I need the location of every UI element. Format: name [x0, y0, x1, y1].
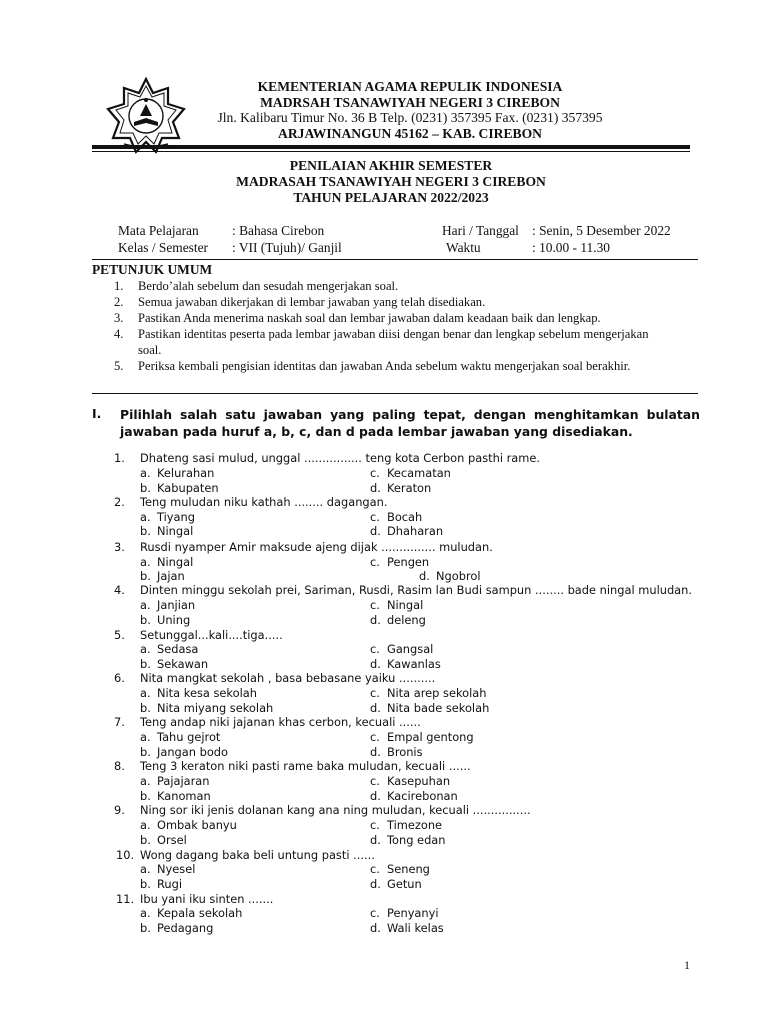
option-letter-a: a. [140, 818, 151, 832]
option-c: Empal gentong [387, 730, 474, 744]
question-number: 2. [114, 495, 125, 509]
option-letter-c: c. [370, 774, 380, 788]
option-letter-a: a. [140, 906, 151, 920]
option-letter-a: a. [140, 555, 151, 569]
option-letter-a: a. [140, 510, 151, 524]
option-letter-b: b. [140, 789, 151, 803]
option-a: Pajajaran [157, 774, 210, 788]
question-number: 10. [116, 848, 135, 862]
option-letter-b: b. [140, 657, 151, 671]
instruction-number: 3. [114, 311, 124, 325]
question-number: 7. [114, 715, 125, 729]
section-number: I. [92, 406, 102, 421]
option-letter-b: b. [140, 524, 151, 538]
option-c: Bocah [387, 510, 423, 524]
option-d: Keraton [387, 481, 432, 495]
instruction-number: 1. [114, 279, 124, 293]
question-text: Ning sor iki jenis dolanan kang ana ning muludan, kecuali ................ [140, 803, 531, 817]
option-b: Pedagang [157, 921, 214, 935]
option-d: Kacirebonan [387, 789, 458, 803]
option-letter-d: d. [370, 745, 381, 759]
question-number: 6. [114, 671, 125, 685]
school-city: ARJAWINANGUN 45162 – KAB. CIREBON [278, 126, 542, 141]
option-letter-c: c. [370, 862, 380, 876]
option-letter-c: c. [370, 686, 380, 700]
option-b: Kabupaten [157, 481, 219, 495]
option-a: Ombak banyu [157, 818, 237, 832]
option-letter-c: c. [370, 906, 380, 920]
option-c: Gangsal [387, 642, 434, 656]
instruction-text: Berdo’alah sebelum dan sesudah mengerjakan soal. [138, 279, 399, 293]
option-b: Uning [157, 613, 191, 627]
header-divider-thin [92, 151, 690, 152]
option-c: Nita arep sekolah [387, 686, 487, 700]
option-letter-c: c. [370, 555, 380, 569]
option-d: Wali kelas [387, 921, 444, 935]
option-b: Kanoman [157, 789, 211, 803]
exam-title: PENILAIAN AKHIR SEMESTER [289, 158, 493, 173]
option-letter-b: b. [140, 877, 151, 891]
exam-year: TAHUN PELAJARAN 2022/2023 [293, 190, 489, 205]
option-a: Janjian [157, 598, 196, 612]
question-number: 8. [114, 759, 125, 773]
option-letter-d: d. [370, 921, 381, 935]
option-a: Nita kesa sekolah [157, 686, 257, 700]
option-d: Bronis [387, 745, 423, 759]
page-number: 1 [684, 958, 690, 972]
option-d: deleng [387, 613, 426, 627]
class-label: Kelas / Semester [118, 240, 208, 255]
option-b: Orsel [157, 833, 187, 847]
option-b: Nita miyang sekolah [157, 701, 274, 715]
option-a: Tahu gejrot [157, 730, 221, 744]
option-a: Kelurahan [157, 466, 215, 480]
option-letter-b: b. [140, 921, 151, 935]
option-letter-a: a. [140, 686, 151, 700]
option-d: Nita bade sekolah [387, 701, 490, 715]
option-d: Getun [387, 877, 422, 891]
date-label: Hari / Tanggal [442, 223, 519, 238]
option-letter-d: d. [370, 877, 381, 891]
question-text: Teng muludan niku kathah ........ dagangan. [140, 495, 388, 509]
option-letter-a: a. [140, 862, 151, 876]
question-text: Teng 3 keraton niki pasti rame baka muludan, kecuali ...... [140, 759, 471, 773]
date-value: : Senin, 5 Desember 2022 [532, 223, 671, 238]
option-c: Ningal [387, 598, 424, 612]
instruction-text: Periksa kembali pengisian identitas dan jawaban Anda sebelum waktu mengerjakan soal berakhir. [138, 359, 631, 373]
instruction-text: Semua jawaban dikerjakan di lembar jawaban yang telah disediakan. [138, 295, 486, 309]
question-number: 3. [114, 540, 125, 554]
option-letter-c: c. [370, 818, 380, 832]
question-text: Teng andap niki jajanan khas cerbon, kecuali ...... [140, 715, 421, 729]
subject-value: : Bahasa Cirebon [232, 223, 325, 238]
question-text: Wong dagang baka beli untung pasti ...... [140, 848, 375, 862]
question-text: Nita mangkat sekolah , basa bebasane yaiku .......... [140, 671, 436, 685]
option-letter-d: d. [370, 789, 381, 803]
exam-school: MADRASAH TSANAWIYAH NEGERI 3 CIREBON [236, 174, 546, 189]
option-d: Tong edan [387, 833, 446, 847]
option-letter-c: c. [370, 510, 380, 524]
instruction-text: Pastikan Anda menerima naskah soal dan lembar jawaban dalam keadaan baik dan lengkap. [138, 311, 601, 325]
header-divider-thick [92, 145, 690, 149]
option-a: Ningal [157, 555, 194, 569]
question-text: Setunggal...kali....tiga..... [140, 628, 283, 642]
option-letter-b: b. [140, 745, 151, 759]
instruction-number: 5. [114, 359, 124, 373]
option-letter-c: c. [370, 466, 380, 480]
option-letter-a: a. [140, 642, 151, 656]
option-letter-b: b. [140, 701, 151, 715]
question-text: Dhateng sasi mulud, unggal ................ teng kota Cerbon pasthi rame. [140, 451, 540, 465]
option-letter-b: b. [140, 613, 151, 627]
option-b: Sekawan [157, 657, 209, 671]
question-number: 5. [114, 628, 125, 642]
option-letter-c: c. [370, 730, 380, 744]
option-c: Kecamatan [387, 466, 451, 480]
class-value: : VII (Tujuh)/ Ganjil [232, 240, 342, 255]
question-text: Rusdi nyamper Amir maksude ajeng dijak ............... muludan. [140, 540, 493, 554]
question-number: 11. [116, 892, 135, 906]
school-address: Jln. Kalibaru Timur No. 36 B Telp. (0231) 357395 Fax. (0231) 357395 [217, 110, 603, 125]
option-d: Dhaharan [387, 524, 444, 538]
option-letter-b: b. [140, 833, 151, 847]
time-value: : 10.00 - 11.30 [532, 240, 610, 255]
option-letter-d: d. [419, 569, 430, 583]
option-a: Tiyang [157, 510, 195, 524]
option-b: Jangan bodo [157, 745, 229, 759]
instruction-text: Pastikan identitas peserta pada lembar jawaban diisi dengan benar dan lengkap sebelum mengerjakan soal. [138, 327, 649, 357]
ministry-name: KEMENTERIAN AGAMA REPULIK INDONESIA [257, 79, 563, 94]
option-c: Seneng [387, 862, 430, 876]
option-a: Kepala sekolah [157, 906, 243, 920]
option-b: Jajan [157, 569, 185, 583]
question-text: Ibu yani iku sinten ....... [140, 892, 274, 906]
instructions-title: PETUNJUK UMUM [92, 262, 213, 277]
option-c: Pengen [387, 555, 430, 569]
option-letter-a: a. [140, 466, 151, 480]
option-d: Kawanlas [387, 657, 441, 671]
option-letter-a: a. [140, 774, 151, 788]
question-number: 1. [114, 451, 125, 465]
option-a: Nyesel [157, 862, 196, 876]
kemenag-logo [104, 76, 188, 154]
question-text: Dinten minggu sekolah prei, Sariman, Rusdi, Rasim lan Budi sampun ........ bade ningal muludan. [140, 583, 692, 597]
option-letter-d: d. [370, 613, 381, 627]
school-name: MADRSAH TSANAWIYAH NEGERI 3 CIREBON [260, 95, 560, 110]
option-letter-a: a. [140, 598, 151, 612]
instructions-divider [92, 393, 698, 394]
instruction-number: 2. [114, 295, 124, 309]
option-b: Ningal [157, 524, 194, 538]
time-label: Waktu [446, 240, 481, 255]
option-letter-d: d. [370, 481, 381, 495]
option-letter-d: d. [370, 833, 381, 847]
question-number: 4. [114, 583, 125, 597]
option-c: Penyanyi [387, 906, 439, 920]
meta-divider [92, 259, 698, 260]
option-c: Kasepuhan [387, 774, 451, 788]
option-a: Sedasa [157, 642, 199, 656]
option-d: Ngobrol [436, 569, 481, 583]
option-letter-c: c. [370, 642, 380, 656]
option-letter-d: d. [370, 524, 381, 538]
question-number: 9. [114, 803, 125, 817]
section-instruction: Pilihlah salah satu jawaban yang paling tepat, dengan menghitamkan bulatan jawaban pada huruf a, b, c, dan d pada lembar jawaban yang disediakan. [120, 407, 700, 439]
option-letter-b: b. [140, 569, 151, 583]
option-letter-a: a. [140, 730, 151, 744]
option-letter-c: c. [370, 598, 380, 612]
option-c: Timezone [387, 818, 443, 832]
option-b: Rugi [157, 877, 183, 891]
subject-label: Mata Pelajaran [118, 223, 199, 238]
option-letter-d: d. [370, 701, 381, 715]
instruction-number: 4. [114, 327, 124, 341]
option-letter-b: b. [140, 481, 151, 495]
option-letter-d: d. [370, 657, 381, 671]
